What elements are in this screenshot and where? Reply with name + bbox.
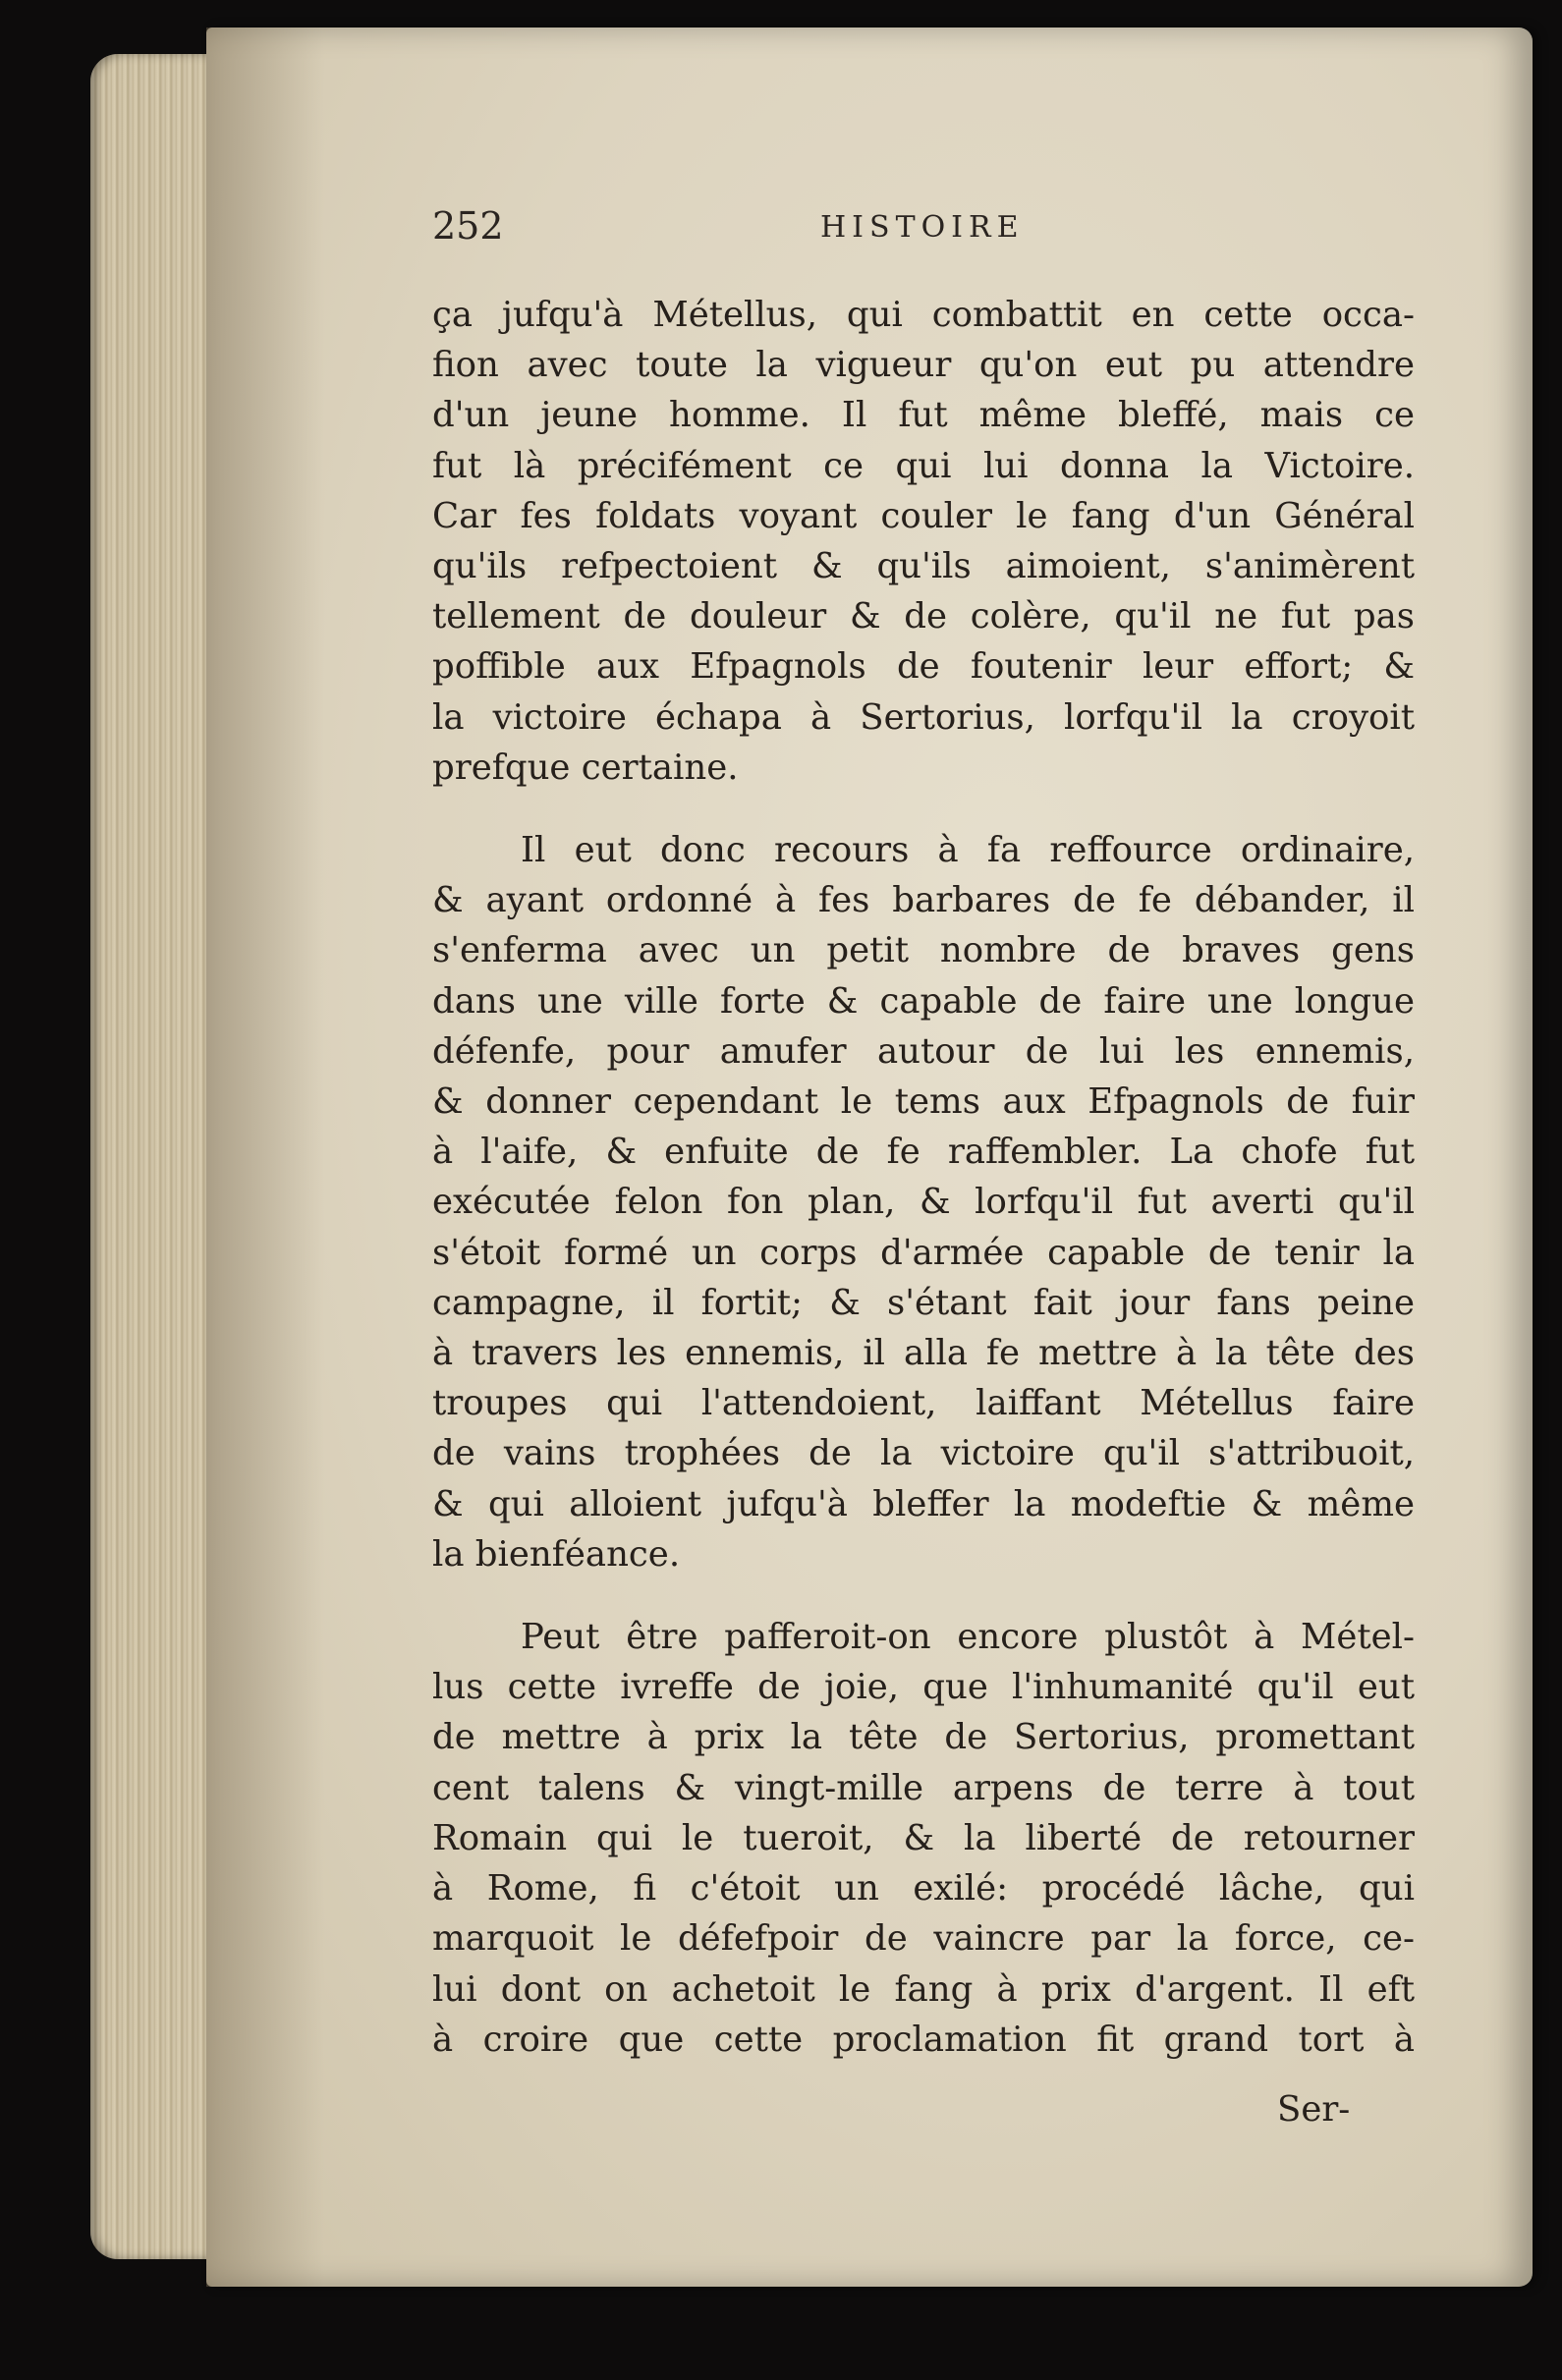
text-line: d'un jeune homme. Il fut même bleffé, mais ce bbox=[432, 395, 1415, 436]
catchword: Ser- bbox=[1277, 2089, 1351, 2130]
paragraph-2 bbox=[432, 825, 1415, 1579]
text-line: tellement de douleur & de colère, qu'il ne fut pas bbox=[432, 596, 1415, 637]
text-line: Peut être pafferoit-on encore plustôt à Métel- bbox=[521, 1617, 1415, 1658]
text-line: de vains trophées de la victoire qu'il s'attribuoit, bbox=[432, 1433, 1415, 1474]
text-line: s'étoit formé un corps d'armée capable de tenir la bbox=[432, 1232, 1415, 1273]
text-line: de mettre à prix la tête de Sertorius, promettant bbox=[432, 1717, 1415, 1758]
text-line: & qui alloient jufqu'à bleffer la modeftie & même bbox=[432, 1483, 1415, 1524]
text-line: la victoire échapa à Sertorius, lorfqu'il la croyoit bbox=[432, 696, 1415, 738]
paragraph-1 bbox=[432, 290, 1415, 793]
text-line: dans une ville forte & capable de faire une longue bbox=[432, 980, 1415, 1022]
text-line: à Rome, fi c'étoit un exilé: procédé lâche, qui bbox=[432, 1868, 1415, 1910]
text-line: à travers les ennemis, il alla fe mettre à la tête des bbox=[432, 1333, 1415, 1374]
text-line: & donner cependant le tems aux Efpagnols de fuir bbox=[432, 1081, 1415, 1123]
text-line: ça jufqu'à Métellus, qui combattit en cette occa- bbox=[432, 295, 1415, 335]
text-line: s'enferma avec un petit nombre de braves gens bbox=[432, 930, 1415, 971]
text-line: à l'aife, & enfuite de fe raffembler. La chofe fut bbox=[432, 1132, 1415, 1173]
text-line: fion avec toute la vigueur qu'on eut pu attendre bbox=[432, 345, 1415, 386]
text-line: qu'ils refpectoient & qu'ils aimoient, s'animèrent bbox=[432, 546, 1415, 587]
text-line: à croire que cette proclamation fit grand tort à bbox=[432, 2019, 1415, 2060]
text-line: lus cette ivreffe de joie, que l'inhumanité qu'il eut bbox=[432, 1667, 1415, 1708]
text-line: prefque certaine. bbox=[432, 747, 739, 788]
text-line: poffible aux Efpagnols de foutenir leur effort; & bbox=[432, 646, 1415, 688]
text-line: la bienféance. bbox=[432, 1533, 681, 1575]
page-number: 252 bbox=[432, 204, 504, 248]
running-title: HISTOIRE bbox=[820, 210, 1025, 245]
text-line: Il eut donc recours à fa reffource ordinaire, bbox=[521, 830, 1415, 871]
paragraph-3 bbox=[432, 1612, 1415, 2065]
text-line: cent talens & vingt-mille arpens de terre à tout bbox=[432, 1767, 1415, 1808]
text-line: Car fes foldats voyant couler le fang d'un Général bbox=[432, 495, 1415, 536]
text-line: & ayant ordonné à fes barbares de fe débander, il bbox=[432, 880, 1415, 921]
text-line: troupes qui l'attendoient, laiffant Métellus faire bbox=[432, 1383, 1415, 1424]
text-line: fut là précifément ce qui lui donna la Victoire. bbox=[432, 445, 1415, 486]
running-head bbox=[432, 204, 1415, 263]
text-line: marquoit le défefpoir de vaincre par la force, ce- bbox=[432, 1918, 1415, 1960]
text-line: exécutée felon fon plan, & lorfqu'il fut averti qu'il bbox=[432, 1182, 1415, 1223]
body-text bbox=[432, 290, 1415, 2065]
text-line: défenfe, pour amufer autour de lui les ennemis, bbox=[432, 1030, 1415, 1072]
text-line: Romain qui le tueroit, & la liberté de retourner bbox=[432, 1817, 1415, 1858]
text-line: campagne, il fortit; & s'étant fait jour fans peine bbox=[432, 1282, 1415, 1323]
text-line: lui dont on achetoit le fang à prix d'argent. Il eft bbox=[432, 1968, 1415, 2010]
